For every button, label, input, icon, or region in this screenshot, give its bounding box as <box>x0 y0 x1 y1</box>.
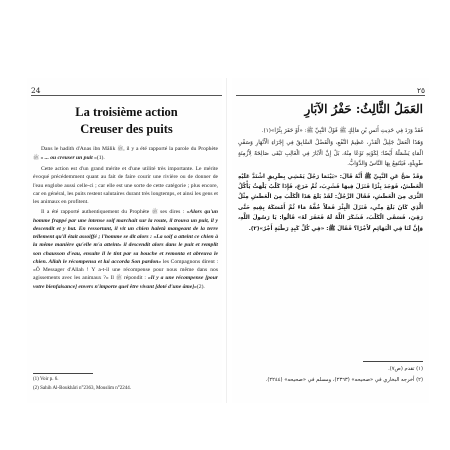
left-footnote-rule <box>33 373 93 374</box>
right-footnote-rule <box>363 361 423 362</box>
left-title-line2: Creuser des puits <box>80 122 173 136</box>
seal-glyph: ﷺ <box>151 210 158 216</box>
left-paragraph-3: Il a été rapporté authentiquement du Prophète ﷺ ses dires : «Alors qu'un homme frappé par une intense soif marchait sur la route, il trouva un puit, il y descendit et y but. En ressortant, il vit un chien haletâ mangeant de la terre tellement qu'il était assoiffé ; l'homme se dit alors : «La soif a atteint ce chien à la même manière qu'elle m'a atteint» il descendit alors dans le puit et remplit son chausson d'eau, ensuite il le tint par sa bouche et remonta et abreuva le chien. Allah le récompensa et lui accorda Son pardon» les Compagnons dirent : «Ô Messager d'Allah ! Y a-t-il une récompense pour nous même dans nos agissements avec les animaux ?» Il ﷺ répondit : «Il y a une récompense [pour votre bienfaisance] envers n'importe quel être vivant [doté d'une âme]»(2). <box>33 209 218 290</box>
book-gutter <box>226 78 227 403</box>
seal-glyph: ﷺ <box>115 275 122 281</box>
right-footnote-2: (٢) أخرجه البخاري في «صحيحه» (٢٣٦٣)، ومسلم في «صحيحه» (٢٢٤٤). <box>265 377 423 383</box>
left-paragraph-2: Cette action est d'un grand mérite et d'une utilité très importante. Le mérite évoqué précédemment quant au fait de faire courir une rivière ou de donner de l'eau englobe aussi celle-ci ; car elle est une sorte de cette catégorie ; plus encore, car en général, les puits restent salutaires durant très longtemps, et ainsi les gens et les animaux en profitent. <box>33 166 218 205</box>
right-paragraph-2: وَهَذَا الْعَمَلُ جَلِيلُ الْقَدْرِ، عَظِيمُ النَّفْعِ، وَالْفَضْلُ السَّابِقُ فِي إِجْرَاءِ الْأَنْهَارِ وَسَقْيِ الْمَاءِ يَشْمَلُهُ أَيْضًا؛ لِكَوْنِهِ نَوْعًا مِنْهُ، بَلْ إِنَّ الْآبَارَ فِي الْغَالِبِ تَبْقَى صَالِحَةً لِأَزْمِنَةٍ طَوِيلَةٍ، فَيَنْتَفِعُ بِهَا النَّاسُ وَالدَّوَابُّ. <box>238 140 423 168</box>
right-body <box>238 126 423 236</box>
right-page-number: ٢٥ <box>416 86 425 95</box>
left-page <box>27 78 222 403</box>
left-body <box>33 145 218 293</box>
right-page <box>232 78 429 403</box>
left-header-rule <box>31 95 222 96</box>
right-paragraph-1: فَقَدْ وَرَدَ فِي حَدِيثِ أَنَسِ بْنِ مَالِكٍ ﷺ قَوْلُ النَّبِيِّ ﷺ: «أَوْ حَفَرَ بِئْرًا»(١). <box>261 128 423 134</box>
right-header-rule <box>236 95 425 96</box>
left-paragraph-1: Dans le hadith d'Anas ibn Mâlik ﷺ, il y a été rapporté la parole du Prophète ﷺ « ... ou creuser un puit »(1). <box>33 146 218 162</box>
seal-glyph: ﷺ <box>33 156 40 162</box>
left-title-line1: La troisième action <box>75 105 178 119</box>
right-title: العَمَلُ الثَّالِثُ: حَفْرُ الآبَارِ <box>304 102 423 116</box>
right-footnote-1: (١) تقدم (ص٧). <box>388 366 423 372</box>
left-page-number: 24 <box>31 86 41 95</box>
left-footnote-2: (2) Sahih Al-Boukhâri n°2363, Mouslim n°2244. <box>33 386 132 391</box>
seal-glyph: ﷺ <box>117 147 124 152</box>
left-footnote-1: (1) Voir p. 6. <box>33 377 59 382</box>
right-paragraph-3: وَقَدْ صَحَّ عَنِ النَّبِيِّ ﷺ أَنَّهُ قَالَ: «بَيْنَمَا رَجُلٌ يَمْشِي بِطَرِيقٍ اشْتَدَّ عَلَيْهِ الْعَطَشُ، فَوَجَدَ بِئْرًا فَنَزَلَ فِيهَا فَشَرِبَ، ثُمَّ خَرَجَ، فَإِذَا كَلْبٌ يَلْهَثُ يَأْكُلُ الثَّرَى مِنَ الْعَطَشِ، فَقَالَ الرَّجُلُ: لَقَدْ بَلَغَ هَذَا الْكَلْبَ مِنَ الْعَطَشِ مِثْلُ الَّذِي كَانَ بَلَغَ مِنِّي، فَنَزَلَ الْبِئْرَ فَمَلَأَ خُفَّهُ مَاءً ثُمَّ أَمْسَكَهُ بِفِيهِ حَتَّى رَقِيَ، فَسَقَى الْكَلْبَ، فَشَكَرَ اللَّهُ لَهُ فَغَفَرَ لَهُ» قَالُوا: يَا رَسُولَ اللَّهِ، وَإِنَّ لَنَا فِي الْبَهَائِمِ لَأَجْرًا؟ فَقَالَ ﷺ: «فِي كُلِّ كَبِدٍ رَطْبَةٍ أَجْرٌ»(٢). <box>238 173 423 232</box>
